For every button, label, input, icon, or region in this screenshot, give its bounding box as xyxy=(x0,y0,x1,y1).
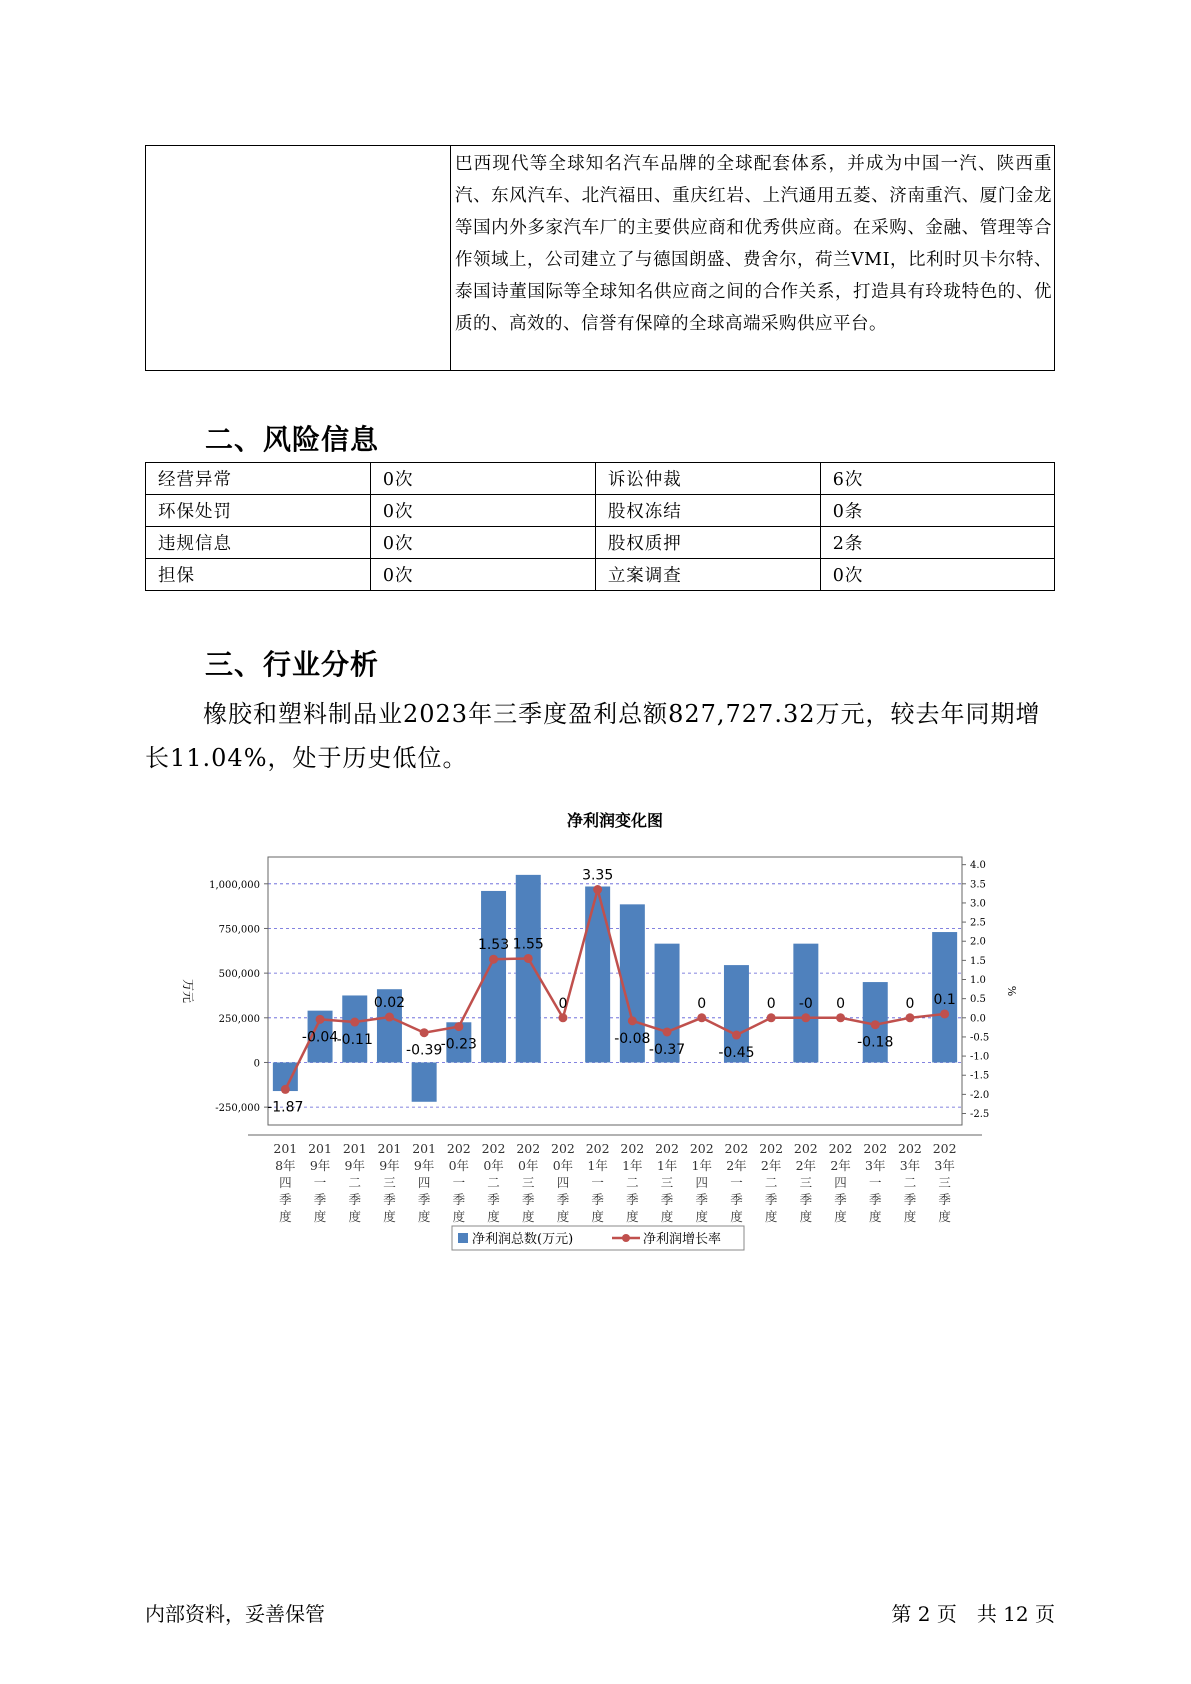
x-axis-tick-label: 0年 xyxy=(552,1158,574,1173)
right-axis-tick-label: 4.0 xyxy=(970,860,986,872)
x-axis-tick-label: 一 xyxy=(452,1175,466,1190)
x-axis-tick-label: 季 xyxy=(660,1192,674,1207)
left-axis-tick-label: 500,000 xyxy=(218,969,260,981)
section-risk-title: 二、风险信息 xyxy=(205,423,380,456)
x-axis-tick-label: 度 xyxy=(868,1209,882,1224)
growth-data-label: -0.37 xyxy=(648,1041,686,1058)
x-axis-tick-label: 度 xyxy=(417,1209,431,1224)
footer-confidential: 内部资料，妥善保管 xyxy=(145,1602,325,1626)
risk-row xyxy=(146,463,1055,495)
risk-label: 担保 xyxy=(146,559,371,591)
x-axis-tick-label: 季 xyxy=(626,1192,639,1207)
risk-row xyxy=(146,559,1055,591)
plot-frame xyxy=(268,857,962,1125)
x-axis-tick-label: 3年 xyxy=(865,1158,886,1173)
x-axis-tick-label: 202 xyxy=(828,1141,853,1156)
x-axis-tick-label: 度 xyxy=(313,1209,327,1224)
x-axis-tick-label: 季 xyxy=(903,1192,917,1207)
x-axis-tick-label: 三 xyxy=(521,1175,535,1190)
growth-point xyxy=(316,1015,325,1024)
x-axis-tick-label: 202 xyxy=(863,1141,888,1156)
growth-point xyxy=(420,1028,429,1037)
left-axis-label: 万元 xyxy=(181,978,195,1004)
x-axis-tick-label: 四 xyxy=(279,1175,292,1190)
x-axis-tick-label: 202 xyxy=(932,1141,957,1156)
legend-bar-swatch xyxy=(458,1233,468,1243)
right-axis-tick-label: -2.5 xyxy=(970,1109,990,1121)
x-axis-tick-label: 度 xyxy=(730,1209,743,1224)
x-axis-tick-label: 1年 xyxy=(587,1158,608,1173)
bar xyxy=(516,875,541,1063)
risk-table xyxy=(145,462,1055,591)
x-axis-tick-label: 季 xyxy=(868,1192,882,1207)
risk-label: 环保处罚 xyxy=(146,495,371,527)
risk-row xyxy=(146,495,1055,527)
growth-point xyxy=(663,1027,672,1036)
growth-point xyxy=(454,1022,463,1031)
x-axis-tick-label: 2年 xyxy=(795,1158,817,1173)
growth-point xyxy=(732,1031,741,1040)
x-axis-tick-label: 2年 xyxy=(830,1158,851,1173)
growth-data-label: 0 xyxy=(558,995,568,1012)
risk-value: 0条 xyxy=(820,495,1054,527)
growth-data-label: -0.08 xyxy=(614,1030,651,1047)
growth-data-label: -0 xyxy=(798,995,813,1012)
x-axis-tick-label: 度 xyxy=(626,1209,639,1224)
x-axis-tick-label: 8年 xyxy=(275,1158,296,1173)
x-axis-tick-label: 202 xyxy=(551,1141,575,1156)
right-axis-tick-label: 1.5 xyxy=(970,955,986,967)
x-axis-tick-label: 季 xyxy=(313,1192,327,1207)
x-axis-tick-label: 1年 xyxy=(622,1158,643,1173)
right-axis-tick-label: 3.0 xyxy=(970,898,986,910)
bar xyxy=(412,1062,437,1101)
x-axis-tick-label: 度 xyxy=(591,1209,604,1224)
intro-table-text: 巴西现代等全球知名汽车品牌的全球配套体系，并成为中国一汽、陕西重汽、东风汽车、北汽福田、重庆红岩、上汽通用五菱、济南重汽、厦门金龙等国内外多家汽车厂的主要供应商和优秀供应商。在采购、金融、管理等合作领域上，公司建立了与德国朗盛、费舍尔，荷兰VMI，比利时贝卡尔特、泰国诗董国际等全球知名供应商之间的合作关系，打造具有玲珑特色的、优质的、高效的、信誉有保障的全球高端采购供应平台。 xyxy=(451,146,1055,371)
risk-value: 0次 xyxy=(820,559,1054,591)
x-axis-tick-label: 季 xyxy=(348,1192,362,1207)
industry-paragraph: 橡胶和塑料制品业2023年三季度盈利总额827,727.32万元，较去年同期增长11.04%，处于历史低位。 xyxy=(145,700,1041,772)
bar xyxy=(342,995,367,1062)
x-axis-tick-label: 202 xyxy=(759,1141,784,1156)
x-axis-tick-label: 9年 xyxy=(344,1158,365,1173)
x-axis-tick-label: 季 xyxy=(452,1192,466,1207)
x-axis-tick-label: 202 xyxy=(585,1141,610,1156)
growth-data-label: -0.39 xyxy=(406,1042,443,1059)
x-axis-tick-label: 度 xyxy=(938,1209,951,1224)
x-axis-tick-label: 0年 xyxy=(518,1158,539,1173)
x-axis-tick-label: 202 xyxy=(516,1141,541,1156)
legend-bar-label: 净利润总数(万元) xyxy=(472,1232,574,1247)
right-axis-tick-label: -1.0 xyxy=(970,1051,990,1063)
growth-point xyxy=(871,1020,880,1029)
x-axis-tick-label: 度 xyxy=(903,1209,917,1224)
x-axis-tick-label: 四 xyxy=(417,1175,431,1190)
growth-data-label: 3.35 xyxy=(582,867,614,884)
growth-data-label: -0.18 xyxy=(857,1034,894,1051)
footer-page-number: 第 2 页 共 12 页 xyxy=(891,1602,1055,1626)
risk-label: 经营异常 xyxy=(146,463,371,495)
x-axis-tick-label: 201 xyxy=(377,1141,402,1156)
growth-point xyxy=(940,1009,949,1018)
x-axis-tick-label: 季 xyxy=(591,1192,604,1207)
x-axis-tick-label: 度 xyxy=(521,1209,535,1224)
x-axis-tick-label: 季 xyxy=(521,1192,535,1207)
x-axis-tick-label: 202 xyxy=(793,1141,818,1156)
right-axis-tick-label: 0.5 xyxy=(970,994,986,1006)
right-axis-tick-label: -0.5 xyxy=(970,1032,990,1044)
right-axis-label: % xyxy=(1005,985,1018,997)
x-axis-tick-label: 二 xyxy=(764,1175,778,1190)
x-axis-tick-label: 一 xyxy=(868,1175,882,1190)
x-axis-tick-label: 2年 xyxy=(726,1158,747,1173)
growth-data-label: 0 xyxy=(905,995,915,1012)
growth-point xyxy=(801,1013,810,1022)
x-axis-tick-label: 202 xyxy=(724,1141,749,1156)
growth-point xyxy=(836,1013,845,1022)
legend-line-marker xyxy=(622,1234,630,1242)
section-industry-title: 三、行业分析 xyxy=(205,648,380,681)
x-axis-tick-label: 四 xyxy=(834,1175,847,1190)
risk-value: 0次 xyxy=(370,527,595,559)
growth-data-label: 0 xyxy=(836,995,846,1012)
growth-data-label: 0.02 xyxy=(373,995,406,1012)
x-axis-tick-label: 二 xyxy=(348,1175,362,1190)
growth-point xyxy=(558,1013,567,1022)
x-axis-tick-label: 四 xyxy=(695,1175,709,1190)
x-axis-tick-label: 度 xyxy=(834,1209,847,1224)
x-axis-tick-label: 202 xyxy=(446,1141,471,1156)
growth-point xyxy=(593,885,602,894)
risk-value: 2条 xyxy=(820,527,1054,559)
risk-value: 0次 xyxy=(370,495,595,527)
x-axis-tick-label: 度 xyxy=(452,1209,466,1224)
x-axis-tick-label: 度 xyxy=(556,1209,570,1224)
risk-value: 6次 xyxy=(820,463,1054,495)
x-axis-tick-label: 度 xyxy=(279,1209,292,1224)
x-axis-tick-label: 202 xyxy=(689,1141,714,1156)
x-axis-tick-label: 季 xyxy=(695,1192,709,1207)
x-axis-tick-label: 季 xyxy=(938,1192,951,1207)
x-axis-tick-label: 201 xyxy=(308,1141,332,1156)
x-axis-tick-label: 二 xyxy=(903,1175,917,1190)
net-profit-chart xyxy=(160,800,1060,1280)
right-axis-tick-label: -1.5 xyxy=(970,1070,990,1082)
x-axis-tick-label: 季 xyxy=(279,1192,292,1207)
growth-point xyxy=(767,1013,776,1022)
x-axis-tick-label: 0年 xyxy=(483,1158,504,1173)
growth-data-label: 1.55 xyxy=(512,936,544,953)
right-axis-tick-label: 0.0 xyxy=(970,1013,986,1025)
risk-label: 股权质押 xyxy=(595,527,820,559)
x-axis-tick-label: 度 xyxy=(660,1209,674,1224)
x-axis-tick-label: 度 xyxy=(695,1209,709,1224)
x-axis-tick-label: 度 xyxy=(487,1209,500,1224)
risk-value: 0次 xyxy=(370,463,595,495)
chart-title: 净利润变化图 xyxy=(566,811,664,830)
x-axis-tick-label: 201 xyxy=(342,1141,367,1156)
growth-data-label: 0 xyxy=(697,995,707,1012)
x-axis-tick-label: 三 xyxy=(938,1175,951,1190)
right-axis-tick-label: -2.0 xyxy=(970,1089,990,1101)
x-axis-tick-label: 202 xyxy=(620,1141,645,1156)
growth-point xyxy=(385,1013,394,1022)
growth-point xyxy=(524,954,533,963)
growth-data-label: 0.1 xyxy=(933,991,956,1008)
x-axis-tick-label: 二 xyxy=(487,1175,500,1190)
risk-label: 股权冻结 xyxy=(595,495,820,527)
right-axis-tick-label: 2.5 xyxy=(970,917,986,929)
growth-point xyxy=(697,1013,706,1022)
x-axis-tick-label: 度 xyxy=(764,1209,778,1224)
x-axis-tick-label: 一 xyxy=(591,1175,604,1190)
x-axis-tick-label: 二 xyxy=(626,1175,639,1190)
x-axis-tick-label: 季 xyxy=(487,1192,500,1207)
x-axis-tick-label: 0年 xyxy=(448,1158,470,1173)
risk-row xyxy=(146,527,1055,559)
risk-label: 违规信息 xyxy=(146,527,371,559)
left-axis-tick-label: 750,000 xyxy=(218,924,260,936)
x-axis-tick-label: 2年 xyxy=(760,1158,782,1173)
right-axis-tick-label: 2.0 xyxy=(970,936,986,948)
left-axis-tick-label: 250,000 xyxy=(218,1013,260,1025)
risk-label: 立案调查 xyxy=(595,559,820,591)
x-axis-tick-label: 季 xyxy=(730,1192,743,1207)
right-axis-tick-label: 3.5 xyxy=(970,879,986,891)
intro-table xyxy=(145,145,1055,371)
x-axis-tick-label: 三 xyxy=(660,1175,674,1190)
growth-data-label: -0.11 xyxy=(336,1032,373,1049)
left-axis-tick-label: 0 xyxy=(253,1058,260,1070)
x-axis-tick-label: 季 xyxy=(764,1192,778,1207)
risk-label: 诉讼仲裁 xyxy=(595,463,820,495)
left-axis-tick-label: -250,000 xyxy=(215,1103,260,1115)
x-axis-tick-label: 202 xyxy=(655,1141,679,1156)
x-axis-tick-label: 四 xyxy=(556,1175,570,1190)
x-axis-tick-label: 度 xyxy=(348,1209,362,1224)
growth-data-label: -1.87 xyxy=(267,1099,304,1116)
x-axis-tick-label: 202 xyxy=(898,1141,922,1156)
bar xyxy=(585,886,610,1062)
growth-point xyxy=(905,1013,914,1022)
x-axis-tick-label: 9年 xyxy=(379,1158,400,1173)
x-axis-tick-label: 202 xyxy=(481,1141,506,1156)
x-axis-tick-label: 季 xyxy=(417,1192,431,1207)
growth-data-label: -0.04 xyxy=(301,1029,339,1046)
x-axis-tick-label: 一 xyxy=(313,1175,327,1190)
x-axis-tick-label: 季 xyxy=(834,1192,847,1207)
x-axis-tick-label: 度 xyxy=(799,1209,813,1224)
growth-data-label: -0.45 xyxy=(718,1045,755,1062)
x-axis-tick-label: 201 xyxy=(273,1141,298,1156)
x-axis-tick-label: 季 xyxy=(383,1192,396,1207)
x-axis-tick-label: 度 xyxy=(383,1209,396,1224)
growth-point xyxy=(489,955,498,964)
intro-table-left-cell xyxy=(146,146,451,371)
growth-point xyxy=(628,1016,637,1025)
growth-data-label: -0.23 xyxy=(440,1036,477,1053)
x-axis-tick-label: 1年 xyxy=(656,1158,678,1173)
x-axis-tick-label: 1年 xyxy=(691,1158,712,1173)
x-axis-tick-label: 9年 xyxy=(413,1158,435,1173)
risk-value: 0次 xyxy=(370,559,595,591)
x-axis-tick-label: 三 xyxy=(799,1175,813,1190)
left-axis-tick-label: 1,000,000 xyxy=(209,879,260,891)
growth-point xyxy=(281,1085,290,1094)
x-axis-tick-label: 一 xyxy=(730,1175,743,1190)
x-axis-tick-label: 三 xyxy=(383,1175,396,1190)
x-axis-tick-label: 季 xyxy=(556,1192,570,1207)
x-axis-tick-label: 3年 xyxy=(899,1158,921,1173)
growth-point xyxy=(350,1018,359,1027)
x-axis-tick-label: 季 xyxy=(799,1192,813,1207)
x-axis-tick-label: 9年 xyxy=(309,1158,331,1173)
x-axis-tick-label: 201 xyxy=(412,1141,437,1156)
right-axis-tick-label: 1.0 xyxy=(970,975,986,987)
growth-data-label: 1.53 xyxy=(477,937,510,954)
legend-line-label: 净利润增长率 xyxy=(643,1232,722,1247)
growth-data-label: 0 xyxy=(766,995,776,1012)
x-axis-tick-label: 3年 xyxy=(934,1158,955,1173)
